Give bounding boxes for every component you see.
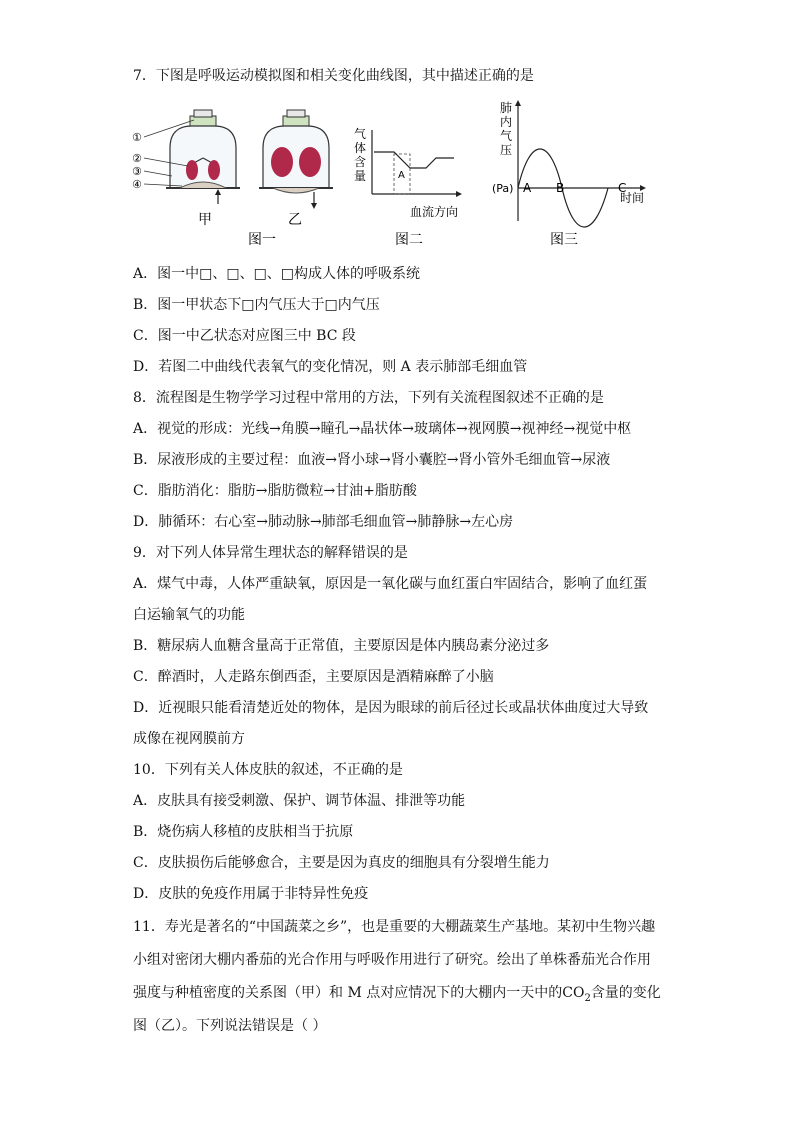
- figure-1-caption: 图一: [248, 232, 276, 248]
- q10-option-a: A．皮肤具有接受刺激、保护、调节体温、排泄等功能: [133, 793, 466, 809]
- figure-3-lung-pressure: [492, 100, 646, 248]
- q11-line-3-tail: 含量的变化: [590, 985, 661, 1001]
- q10-option-d: D．皮肤的免疫作用属于非特异性免疫: [133, 886, 369, 902]
- q8-option-b: B．尿液形成的主要过程：血液→肾小球→肾小囊腔→肾小管外毛细血管→尿液: [133, 452, 611, 468]
- q10-option-c: C．皮肤损伤后能够愈合，主要是因为真皮的细胞具有分裂增生能力: [133, 855, 550, 871]
- q9-option-b: B．糖尿病人血糖含量高于正常值，主要原因是体内胰岛素分泌过多: [133, 638, 550, 654]
- question-9-stem: 9．对下列人体异常生理状态的解释错误的是: [133, 545, 408, 561]
- q8-option-a: A．视觉的形成：光线→角膜→瞳孔→晶状体→玻璃体→视网膜→视神经→视觉中枢: [133, 421, 632, 437]
- co2-formula: $CO_2$: [562, 985, 591, 1004]
- fig3-ylabel-2: 内: [500, 115, 513, 129]
- q9-option-a: A．煤气中毒，人体严重缺氧，原因是一氧化碳与血红蛋白牢固结合，影响了血红蛋: [133, 576, 648, 592]
- q9-option-d: D．近视眼只能看清楚近处的物体，是因为眼球的前后径过长或晶状体曲度过大导致: [133, 700, 649, 716]
- q9-option-d-cont: 成像在视网膜前方: [133, 731, 245, 747]
- question-11-line-2: 小组对密闭大棚内番茄的光合作用与呼吸作用进行了研究。绘出了单株番茄光合作用: [133, 952, 651, 968]
- bell-jar-right: [259, 110, 333, 209]
- q9-option-c: C．醉酒时，人走路东倒西歪，主要原因是酒精麻醉了小脑: [133, 669, 494, 685]
- figure-1-bell-jar: [132, 110, 333, 248]
- marker-2: ②: [132, 152, 142, 165]
- marker-4: ④: [132, 178, 142, 191]
- figure-3-caption: 图三: [550, 232, 578, 248]
- question-11-line-1: 11．寿光是著名的“中国蔬菜之乡”，也是重要的大棚蔬菜生产基地。某初中生物兴趣: [133, 919, 656, 935]
- q9-option-a-cont: 白运输氧气的功能: [133, 607, 245, 623]
- label-jia: 甲: [198, 212, 212, 228]
- respiration-figures: [130, 96, 660, 256]
- fig2-xlabel: 血流方向: [410, 205, 459, 219]
- fig2-ylabel-4: 量: [354, 169, 367, 183]
- q7-option-a: A．图一中□、□、□、□构成人体的呼吸系统: [133, 266, 421, 282]
- q8-option-d: D．肺循环：右心室→肺动脉→肺部毛细血管→肺静脉→左心房: [133, 514, 514, 530]
- question-7-stem: 7．下图是呼吸运动模拟图和相关变化曲线图，其中描述正确的是: [133, 68, 534, 84]
- bell-jar-left: [166, 110, 240, 204]
- fig2-region-a: A: [398, 170, 405, 181]
- fig3-point-c: C: [618, 181, 627, 195]
- fig3-ylabel-4: 压: [500, 143, 513, 157]
- q7-option-d: D．若图二中曲线代表氧气的变化情况，则 A 表示肺部毛细血管: [133, 359, 528, 375]
- label-yi: 乙: [288, 212, 302, 228]
- figure-2-caption: 图二: [395, 232, 423, 248]
- question-7-figures: [130, 96, 660, 256]
- fig2-ylabel-2: 体: [354, 141, 367, 155]
- fig3-point-a: A: [523, 181, 532, 195]
- question-11-line-4: 图（乙）。下列说法错误是（ ）: [133, 1018, 327, 1034]
- q11-line-3-text: 强度与种植密度的关系图（甲）和 M 点对应情况下的大棚内一天中的: [133, 985, 563, 1001]
- fig3-point-b: B: [556, 181, 565, 195]
- fig2-ylabel-1: 气: [354, 127, 367, 141]
- question-10-stem: 10．下列有关人体皮肤的叙述，不正确的是: [133, 762, 403, 778]
- question-8-stem: 8．流程图是生物学学习过程中常用的方法，下列有关流程图叙述不正确的是: [133, 390, 604, 406]
- fig3-xlabel: 时间: [620, 191, 645, 205]
- question-11-line-3: [133, 983, 661, 1009]
- fig3-ylabel-1: 肺: [500, 101, 513, 115]
- figure-2-gas-content: [354, 126, 462, 248]
- fig3-ylabel-3: 气: [500, 129, 513, 143]
- marker-1: ①: [132, 131, 142, 144]
- marker-3: ③: [132, 165, 142, 178]
- q8-option-c: C．脂肪消化：脂肪→脂肪微粒→甘油+脂肪酸: [133, 483, 417, 499]
- q7-option-c: C．图一中乙状态对应图三中 BC 段: [133, 328, 356, 344]
- fig2-ylabel-3: 含: [354, 155, 367, 169]
- fig3-unit: (Pa): [492, 182, 514, 195]
- q7-option-b: B．图一甲状态下□内气压大于□内气压: [133, 297, 380, 313]
- q10-option-b: B．烧伤病人移植的皮肤相当于抗原: [133, 824, 354, 840]
